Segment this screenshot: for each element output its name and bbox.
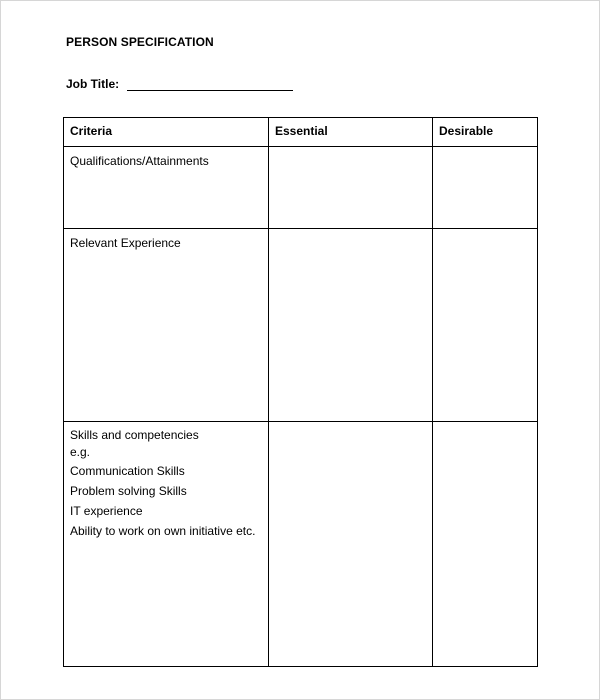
desirable-cell-skills[interactable] xyxy=(433,422,538,667)
job-title-blank-line[interactable] xyxy=(127,77,293,91)
criteria-cell-experience: Relevant Experience xyxy=(64,229,269,422)
table-row-experience xyxy=(64,229,538,422)
essential-cell-skills[interactable] xyxy=(269,422,433,667)
skill-item-communication: Communication Skills xyxy=(70,464,185,478)
desirable-cell-experience[interactable] xyxy=(433,229,538,422)
criteria-cell-qualifications: Qualifications/Attainments xyxy=(64,147,269,229)
table-row-skills xyxy=(64,422,538,667)
skill-item-initiative: Ability to work on own initiative etc. xyxy=(70,524,256,538)
skills-heading: Skills and competencies xyxy=(70,428,199,442)
specification-table xyxy=(63,117,538,667)
document-title: PERSON SPECIFICATION xyxy=(66,35,214,49)
criteria-cell-skills xyxy=(64,422,269,667)
job-title-label: Job Title: xyxy=(66,77,120,91)
desirable-header: Desirable xyxy=(433,118,538,147)
skill-item-problem-solving: Problem solving Skills xyxy=(70,484,187,498)
essential-header: Essential xyxy=(269,118,433,147)
table-row-qualifications xyxy=(64,147,538,229)
essential-cell-experience[interactable] xyxy=(269,229,433,422)
desirable-cell-qualifications[interactable] xyxy=(433,147,538,229)
essential-cell-qualifications[interactable] xyxy=(269,147,433,229)
criteria-header: Criteria xyxy=(64,118,269,147)
skills-eg-label: e.g. xyxy=(70,445,91,459)
job-title-row xyxy=(66,77,293,93)
skill-item-it-experience: IT experience xyxy=(70,504,143,518)
table-header-row xyxy=(64,118,538,147)
